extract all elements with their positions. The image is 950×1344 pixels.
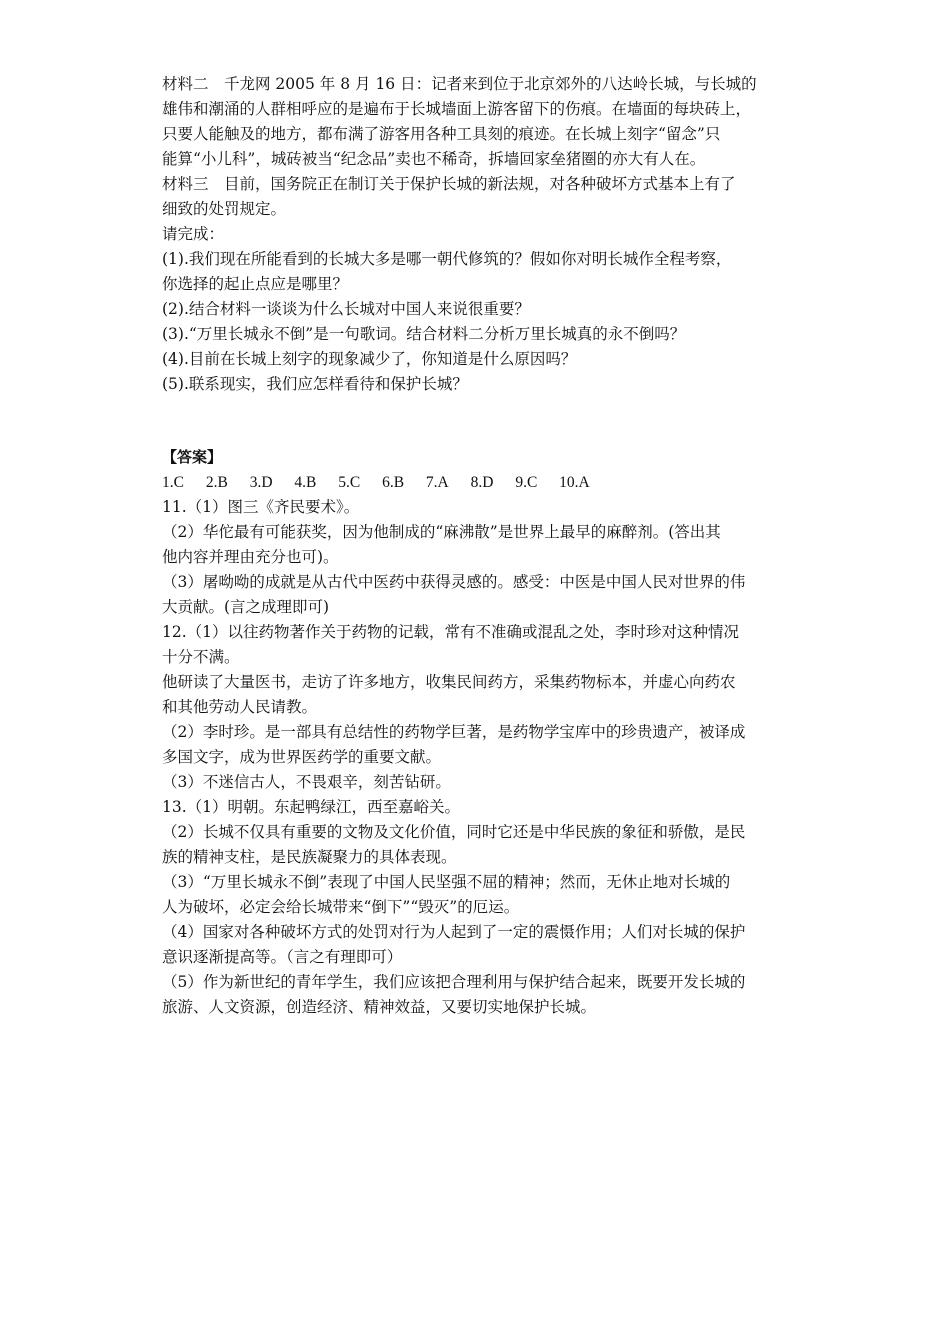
answer-line: （4）国家对各种破坏方式的处罚对行为人起到了一定的震慑作用；人们对长城的保护 [162,923,746,941]
mc-answer: 2.B [205,474,228,491]
answer-line: 大贡献。(言之成理即可) [162,598,330,616]
answer-line: 多国文字，成为世界医药学的重要文献。 [162,748,442,766]
section-spacer [162,397,798,445]
multiple-choice-answers [162,470,798,495]
mc-answer: 7.A [425,474,449,491]
question-line: (2).结合材料一谈谈为什么长城对中国人来说很重要？ [162,300,530,318]
answer-line: 11.（1）图三《齐民要术》。 [162,498,360,516]
material-line: 材料二 千龙网 2005 年 8 月 16 日：记者来到位于北京郊外的八达岭长城，与长城的 [162,75,757,93]
answer-line: （3）“万里长城永不倒”表现了中国人民坚强不屈的精神；然而，无休止地对长城的 [162,873,731,891]
answer-line: （3）不迷信古人，不畏艰辛，刻苦钻研。 [162,773,451,791]
answer-line: 他研读了大量医书，走访了许多地方，收集民间药方，采集药物标本，并虚心向药农 [162,673,736,691]
answer-line: 和其他劳动人民请教。 [162,698,318,716]
mc-answer: 8.D [470,474,494,491]
answer-line: 人为破坏，必定会给长城带来“倒下”“毁灭”的厄运。 [162,898,520,916]
material-line: 材料三 目前，国务院正在制订关于保护长城的新法规，对各种破坏方式基本上有了 [162,175,736,193]
answer-line: 意识逐渐提高等。（言之有理即可） [162,948,403,966]
mc-answer: 1.C [162,474,184,491]
task-prompt: 请完成： [162,225,225,243]
document-page [162,72,798,1020]
answer-line: （2）华佗最有可能获奖，因为他制成的“麻沸散”是世界上最早的麻醉剂。(答出其 [162,523,721,541]
answer-line: 族的精神支柱，是民族凝聚力的具体表现。 [162,848,457,866]
answer-line: （5）作为新世纪的青年学生，我们应该把合理利用与保护结合起来，既要开发长城的 [162,973,746,991]
question-line: (3).“万里长城永不倒”是一句歌词。结合材料二分析万里长城真的永不倒吗？ [162,325,686,343]
question-line: (4).目前在长城上刻字的现象减少了，你知道是什么原因吗？ [162,350,577,368]
mc-answer: 4.B [294,474,317,491]
question-line: (1).我们现在所能看到的长城大多是哪一朝代修筑的？假如你对明长城作全程考察， [162,250,732,268]
material-line: 只要人能触及的地方，都布满了游客用各种工具刻的痕迹。在长城上刻字“留念”只 [162,125,721,143]
answer-line: （2）李时珍。是一部具有总结性的药物学巨著，是药物学宝库中的珍贵遗产，被译成 [162,723,746,741]
answer-line: 旅游、人文资源，创造经济、精神效益，又要切实地保护长城。 [162,998,597,1016]
material-line: 细致的处罚规定。 [162,200,287,218]
mc-answer: 6.B [382,474,405,491]
mc-answer: 3.D [249,474,273,491]
material-line: 雄伟和潮涌的人群相呼应的是遍布于长城墙面上游客留下的伤痕。在墙面的每块砖上， [162,100,752,118]
answer-line: （2）长城不仅具有重要的文物及文化价值，同时它还是中华民族的象征和骄傲，是民 [162,823,746,841]
question-line: 你选择的起止点应是哪里？ [162,275,349,293]
material-line: 能算“小儿科”，城砖被当“纪念品”卖也不稀奇，拆墙回家垒猪圈的亦大有人在。 [162,150,706,168]
mc-answer: 5.C [338,474,361,491]
mc-answer: 10.A [559,474,590,491]
question-line: (5).联系现实，我们应怎样看待和保护长城？ [162,375,468,393]
answer-line: 他内容并理由充分也可)。 [162,548,339,566]
answer-line: 13.（1）明朝。东起鸭绿江，西至嘉峪关。 [162,798,461,816]
questions-section [162,247,798,397]
answers-section [162,445,798,1020]
answer-line: 12.（1）以往药物著作关于药物的记载，常有不准确或混乱之处，李时珍对这种情况 [162,623,740,641]
answer-line: （3）屠呦呦的成就是从古代中医药中获得灵感的。感受：中医是中国人民对世界的伟 [162,573,746,591]
answers-heading: 【答案】 [162,448,223,466]
materials-section [162,72,798,222]
mc-answer: 9.C [515,474,538,491]
answer-line: 十分不满。 [162,648,240,666]
